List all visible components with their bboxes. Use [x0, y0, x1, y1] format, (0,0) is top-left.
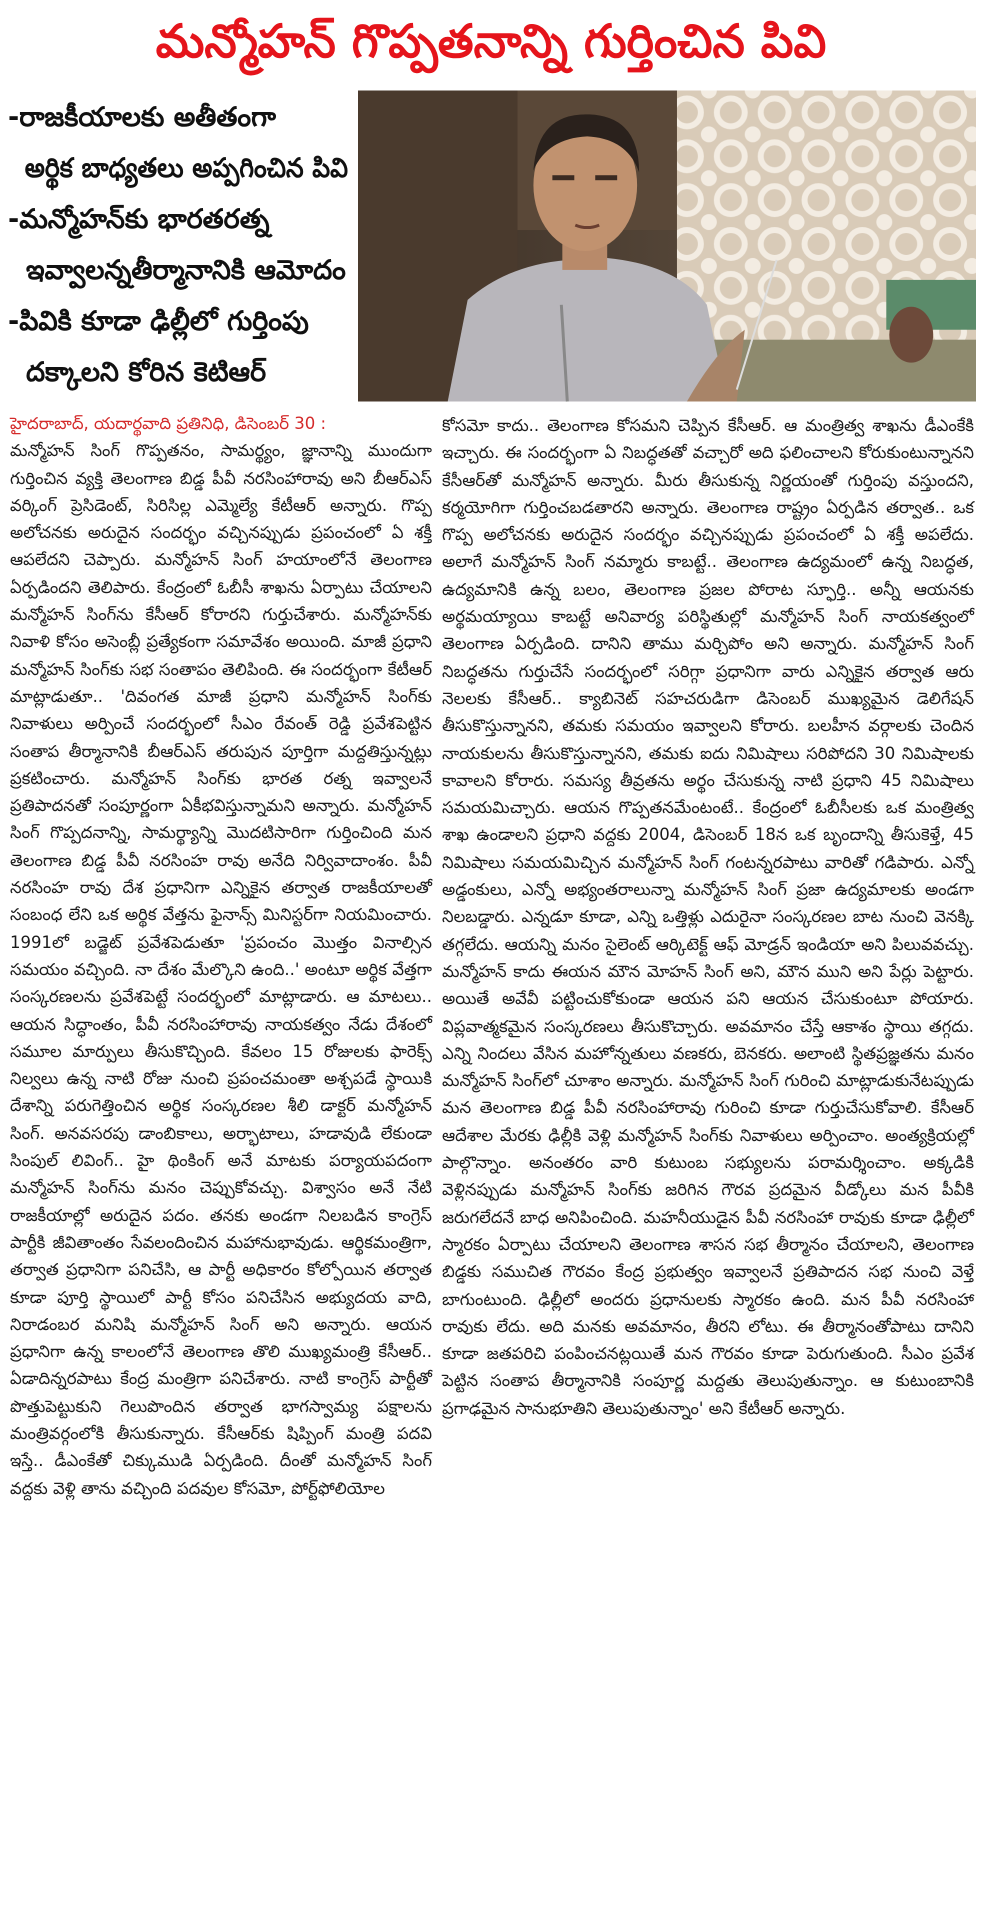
- article-body-left: మన్మోహన్ సింగ్ గొప్పతనం, సామర్థ్యం, జ్ఞానాన్ని ముందుగా గుర్తించిన వ్యక్తి తెలంగాణ బిడ్డ పీవీ నరసింహారావు అని బీఆర్ఎస్ వర్కింగ్ ప్రెసిడెంట్, సిరిసిల్ల ఎమ్మెల్యే కేటీఆర్ అన్నారు. గొప్ప అలోచనకు అరుదైన సందర్భం వచ్చినప్పుడు ప్రపంచంలో ఏ శక్తీ ఆపలేదని చెప్పారు. మన్మోహన్ సింగ్ హయాంలోనే తెలంగాణ ఏర్పడిందని తెలిపారు. కేంద్రంలో ఓబీసీ శాఖను ఏర్పాటు చేయాలని మన్మోహన్ సింగ్‌ను కేసీఆర్ కోరారని గుర్తుచేశారు. మన్మోహన్‌కు నివాళి కోసం అసెంబ్లీ ప్రత్యేకంగా సమావేశం అయింది. మాజీ ప్రధాని మన్మోహన్ సింగ్‌కు సభ సంతాపం తెలిపింది. ఈ సందర్భంగా కేటీఆర్ మాట్లాడుతూ.. 'దివంగత మాజీ ప్రధాని మన్మోహన్ సింగ్‌కు నివాళులు అర్పించే సందర్భంలో సీఎం రేవంత్ రెడ్డి ప్రవేశపెట్టిన సంతాప తీర్మానానికి బీఆర్ఎస్ తరుపున పూర్తిగా మద్దతిస్తున్నట్లు ప్రకటించారు. మన్మోహన్ సింగ్‌కు భారత రత్న ఇవ్వాలనే ప్రతిపాదనతో సంపూర్ణంగా ఏకీభవిస్తున్నామని అన్నారు. మన్మోహన్ సింగ్ గొప్పదనాన్ని, సామర్థ్యాన్ని మొదటిసారిగా గుర్తించింది మన తెలంగాణ బిడ్డ పీవీ నరసింహ రావు అనేది నిర్వివాదాంశం. పీవీ నరసింహ రావు దేశ ప్రధానిగా ఎన్నికైన తర్వాత రాజకీయాలతో సంబంధ లేని ఒక అర్థిక వేత్తను ఫైనాన్స్ మినిస్టర్‌గా నియమించారు. 1991లో బడ్జెట్ ప్రవేశపెడుతూ 'ప్రపంచం మొత్తం వినాల్సిన సమయం వచ్చింది. నా దేశం మేల్కొని ఉంది..' అంటూ అర్థిక వేత్తగా సంస్కరణలను ప్రవేశపెట్టే సందర్భంలో మాట్లాడారు. ఆ మాటలు.. ఆయన సిద్ధాంతం, పీవీ నరసింహారావు నాయకత్వం నేడు దేశంలో సమూల మార్పులు తీసుకొచ్చింది. కేవలం 15 రోజులకు ఫారెక్స్ నిల్వలు ఉన్న నాటి రోజు నుంచి ప్రపంచమంతా అశ్చపడే స్థాయికి దేశాన్ని పరుగెత్తించిన అర్థిక సంస్కరణల శీలి డాక్టర్ మన్మోహన్ సింగ్. అనవసరపు డాంబికాలు, అర్భాటాలు, హడావుడి లేకుండా సింపుల్ లివింగ్.. హై థింకింగ్ అనే మాటకు పర్యాయపదంగా మన్మోహన్ సింగ్‌ను మనం చెప్పుకోవచ్చు. విశ్వాసం అనే నేటి రాజకీయాల్లో అరుదైన పదం. తనకు అండగా నిలబడిన కాంగ్రెస్ పార్టీకి జీవితాంతం సేవలందించిన మహానుభావుడు. ఆర్థికమంత్రిగా, తర్వాత ప్రధానిగా పనిచేసి, ఆ పార్టీ అధికారం కోల్పోయిన తర్వాత కూడా పూర్తి స్థాయిలో పార్టీ కోసం పనిచేసిన అభ్యుదయ వాది, నిరాడంబర మనిషి మన్మోహన్ సింగ్ అని అన్నారు. ఆయన ప్రధానిగా ఉన్న కాలంలోనే తెలంగాణ తొలి ముఖ్యమంత్రి కేసీఆర్.. ఏడాదిన్నరపాటు కేంద్ర మంత్రిగా పనిచేశారు. నాటి కాంగ్రెస్ పార్టీతో పొత్తుపెట్టుకుని గెలుపొందిన తర్వాత భాగస్వామ్య పక్షాలను మంత్రివర్గంలోకి తీసుకున్నారు. కేసీఆర్‌కు షిప్పింగ్ మంత్రి పదవి ఇస్తే.. డీఎంకేతో చిక్కుముడి ఏర్పడింది. దీంతో మన్మోహన్ సింగ్ వద్దకు వెళ్లి తాను వచ్చింది పదవుల కోసమో, పోర్ట్‌ఫోలియోల: [10, 441, 432, 1498]
- subhead-3: -పివికి కూడా ఢిల్లీలో గుర్తింపు: [8, 306, 309, 337]
- article-column-right: [442, 412, 974, 1422]
- article-body-right: కోసమో కాదు.. తెలంగాణ కోసమని చెప్పిన కేసీఆర్. ఆ మంత్రిత్వ శాఖను డీఎంకేకి ఇచ్చారు. ఈ సందర్భంగా ఏ నిబద్ధతతో వచ్చారో అది ఫలించాలని కోరుకుంటున్నానని కేసీఆర్‌తో మన్మోహన్ అన్నారు. మీరు తీసుకున్న నిర్ణయంతో గుర్తింపు వస్తుందని, కర్మయోగిగా గుర్తించబడతారని అన్నారు. తెలంగాణ రాష్ట్రం ఏర్పడిన తర్వాత.. ఒక గొప్ప అలోచనకు అరుదైన సందర్భం వచ్చినప్పుడు ప్రపంచంలో ఏ శక్తీ అపలేదు. అలాగే మన్మోహన్ సింగ్ నమ్మారు కాబట్టే.. తెలంగాణ ఉద్యమంలో ఉన్న నిబద్ధత, ఉద్యమానికి ఉన్న బలం, తెలంగాణ ప్రజల పోరాట స్ఫూర్తి.. అన్నీ ఆయనకు అర్థమయ్యాయి కాబట్టే అనివార్య పరిస్థితుల్లో మన్మోహన్ సింగ్ నాయకత్వంలో తెలంగాణ ఏర్పడింది. దానిని తాము మర్చిపోం అని అన్నారు. మన్మోహన్ సింగ్ నిబద్ధతను గుర్తుచేసే సందర్భంలో సరిగ్గా ప్రధానిగా వారు ఎన్నికైన తర్వాత ఆరు నెలలకు కేసీఆర్.. క్యాబినెట్ సహచరుడిగా డిసెంబర్ ముఖ్యమైన డెలిగేషన్ తీసుకొస్తున్నానని, తమకు సమయం ఇవ్వాలని కోరారు. బలహీన వర్గాలకు చెందిన నాయకులను తీసుకొస్తున్నానని, తమకు ఐదు నిమిషాలు సరిపోదని 30 నిమిషాలకు కావాలని కోరారు. సమస్య తీవ్రతను అర్థం చేసుకున్న నాటి ప్రధాని 45 నిమిషాలు సమయమిచ్చారు. ఆయన గొప్పతనమేంటంటే.. కేంద్రంలో ఓబీసీలకు ఒక మంత్రిత్వ శాఖ ఉండాలని ప్రధాని వద్దకు 2004, డిసెంబర్ 18న ఒక బృందాన్ని తీసుకెళ్తే, 45 నిమిషాలు సమయమిచ్చిన మన్మోహన్ సింగ్ గంటన్నరపాటు వారితో గడిపారు. ఎన్నో అడ్డంకులు, ఎన్నో అభ్యంతరాలున్నా మన్మోహన్ సింగ్ ప్రజా ఉద్యమాలకు అండగా నిలబడ్డారు. ఎన్నడూ కూడా, ఎన్ని ఒత్తిళ్లు ఎదురైనా సంస్కరణల బాట నుంచి వెనక్కి తగ్గలేదు. ఆయన్ని మనం సైలెంట్ ఆర్కిటెక్ట్ ఆఫ్ మోడ్రన్ ఇండియా అని పిలువవచ్చు. మన్మోహన్ కాదు ఈయన మౌన మోహన్ సింగ్ అని, మౌన ముని అని పేర్లు పెట్టారు. అయితే అవేవీ పట్టించుకోకుండా ఆయన పని ఆయన చేసుకుంటూ పోయారు. విప్లవాత్మకమైన సంస్కరణలు తీసుకొచ్చారు. అవమానం చేస్తే ఆకాశం స్థాయి తగ్గదు. ఎన్ని నిందలు వేసిన మహోన్నతులు వణకరు, బెనకరు. అలాంటి స్థితప్రజ్ఞతను మనం మన్మోహన్ సింగ్‌లో చూశాం అన్నారు. మన్మోహన్ సింగ్ గురించి మాట్లాడుకునేటప్పుడు మన తెలంగాణ బిడ్డ పీవీ నరసింహారావు గురించి కూడా గుర్తుచేసుకోవాలి. కేసీఆర్ ఆదేశాల మేరకు ఢిల్లీకి వెళ్లి మన్మోహన్ సింగ్‌కు నివాళులు అర్పించాం. అంత్యక్రియల్లో పాల్గొన్నాం. అనంతరం వారి కుటుంబ సభ్యులను పరామర్శించాం. అక్కడికి వెళ్లినప్పుడు మన్మోహన్ సింగ్‌కు జరిగిన గౌరవ ప్రదమైన వీడ్కోలు మన పీవీకి జరుగలేదనే బాధ అనిపించింది. మహనీయుడైన పీవీ నరసింహా రావుకు కూడా ఢిల్లీలో స్మారకం ఏర్పాటు చేయాలని తెలంగాణ శాసన సభ తీర్మానం చేయాలని, తెలంగాణ బిడ్డకు సముచిత గౌరవం కేంద్ర ప్రభుత్వం ఇవ్వాలనే ప్రతిపాదన సభ నుంచి వెళ్తే బాగుంటుంది. ఢిల్లీలో అందరు ప్రధానులకు స్మారకం ఉంది. మన పీవీ నరసింహా రావుకు లేదు. అది మనకు అవమానం, తీరని లోటు. ఈ తీర్మానంతోపాటు దానిని కూడా జతపరిచి పంపించనట్లయితే మన గౌరవం కూడా పెరుగుతుంది. సీఎం ప్రవేశ పెట్టిన సంతాప తీర్మానానికి సంపూర్ణ మద్దతు తెలుపుతున్నాం. ఆ కుటుంబానికి ప్రగాఢమైన సానుభూతిని తెలుపుతున్నాం' అని కేటీఆర్ అన్నారు.: [442, 416, 974, 1418]
- subhead-2-cont: ఇవ్వాలన్నతీర్మానానికి ఆమోదం: [26, 255, 346, 286]
- subhead-1: -రాజకీయాలకు అతీతంగా: [8, 102, 276, 133]
- subhead-3-cont: దక్కాలని కోరిన కెటిఆర్: [26, 357, 267, 388]
- speaker-photo: [358, 90, 976, 402]
- speaker-photo-icon: [358, 90, 976, 402]
- article-column-left: [10, 410, 432, 1502]
- subheads: [8, 92, 348, 398]
- headline: మన్మోహన్ గొప్పతనాన్ని గుర్తించిన పివి: [155, 14, 827, 68]
- subhead-1-cont: అర్థిక బాధ్యతలు అప్పగించిన పివి: [24, 153, 349, 184]
- subhead-2: -మన్మోహన్‌కు భారతరత్న: [8, 204, 270, 235]
- dateline: హైదరాబాద్, యదార్థవాది ప్రతినిధి, డిసెంబర్ 30 :: [10, 414, 327, 433]
